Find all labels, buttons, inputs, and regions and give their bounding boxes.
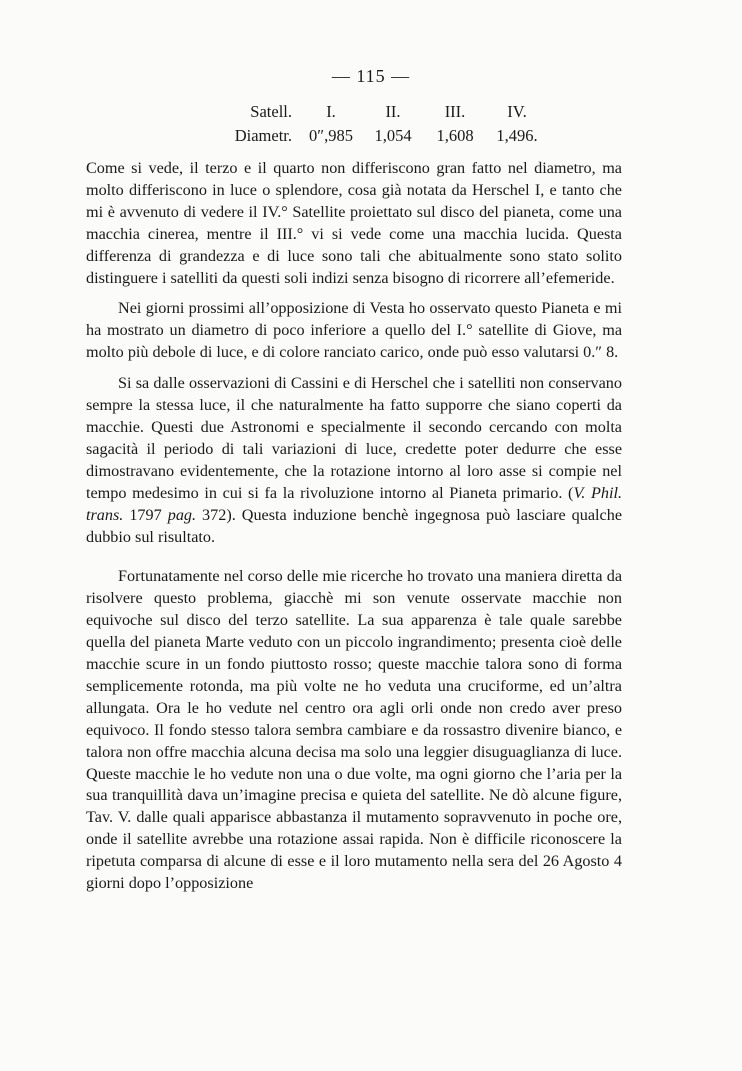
table-row [196,124,548,148]
table-header-cell: IV. [507,102,527,121]
table-cell: 1,496. [496,126,538,145]
paragraph-1: Come si vede, il terzo e il quarto non differiscono gran fatto nel diametro, ma molto differiscono in luce o splendore, cosa già notata da Herschel I, e tanto che mi è avvenuto di vedere il IV.° Satellite proiettato sul disco del pianeta, come una macchia cinerea, mentre il III.° vi si vede come una macchia lucida. Questa differenza di grandezza e di luce sono tali che abitualmente sono stato solito distinguere i satelliti da questi soli indizi senza bisogno di ricorrere all’efemeride. [86,159,622,287]
paragraph-3-text: Si sa dalle osservazioni di Cassini e di Herschel che i satelliti non conservano sempre la stessa luce, il che naturalmente ha fatto supporre che siano coperti da macchie. Questi due Astronomi e specialmente il secondo cercando con molta sagacità il periodo di tali variazioni di luce, credette poter dedurre che esse dimostravano evidentemente, che la rotazione intorno al loro asse si compie nel tempo medesimo in cui si fa la rivoluzione intorno al Pianeta primario. ( [86,374,622,502]
table-cell: 1,054 [374,126,412,145]
table-cell: 0″,985 [309,126,353,145]
body-text [86,158,622,904]
page-number: — 115 — [331,66,411,86]
paragraph-3-tail: 372). Questa induzione benchè ingegnosa può lasciare qualche dubbio sul risultato. [86,505,623,546]
table-header-cell: I. [326,102,336,121]
table-header-label: Satell. [250,102,292,121]
citation-pag: pag. [167,505,197,524]
table-row-label: Diametr. [234,126,292,145]
table-header-row [196,100,548,124]
paragraph-2: Nei giorni prossimi all’opposizione di Vesta ho osservato questo Pianeta e mi ha mostrato un diametro di poco inferiore a quello del I.° satellite di Giove, ma molto più debole di luce, e di colore ranciato carico, onde può esso valutarsi 0.″ 8. [86,299,622,362]
citation-journal: V. Phil. trans. [86,483,622,524]
table-cell: 1,608 [436,126,474,145]
table-header-cell: II. [385,102,401,121]
satellite-diameter-table [196,100,548,148]
paragraph-4: Fortunatamente nel corso delle mie ricerche ho trovato una maniera diretta da risolvere questo problema, giacchè mi son venute osservate macchie non equivoche sul disco del terzo satellite. La sua apparenza è tale quale sarebbe quella del pianeta Marte veduto con un piccolo ingrandimento; presenta cioè delle macchie scure in un fondo piuttosto rosso; queste macchie talora sono di forma semplicemente rotonda, ma più volte ne ho veduta una cruciforme, ed un’altra allungata. Ora le ho vedute nel centro ora agli orli onde non credo aver preso equivoco. Il fondo stesso talora sembra cambiare e da rossastro divenire bianco, e talora non offre macchia alcuna decisa ma solo una leggier disuguaglianza di luce. Queste macchie le ho vedute non una o due volte, ma ogni giorno che l’aria per la sua tranquillità dava un’imagine precisa e quieta del satellite. Ne dò alcune figure, Tav. V. dalle quali apparisce abbastanza il mutamento sopravvenuto in poche ore, onde il satellite avrebbe una rotazione assai rapida. Non è difficile riconoscere la ripetuta comparsa di alcune di esse e il loro mutamento nella sera del 26 Agosto 4 giorni dopo l’opposizione [86,567,622,893]
paragraph-3 [86,373,622,548]
table-header-cell: III. [444,102,466,121]
citation-year: 1797 [123,505,168,524]
